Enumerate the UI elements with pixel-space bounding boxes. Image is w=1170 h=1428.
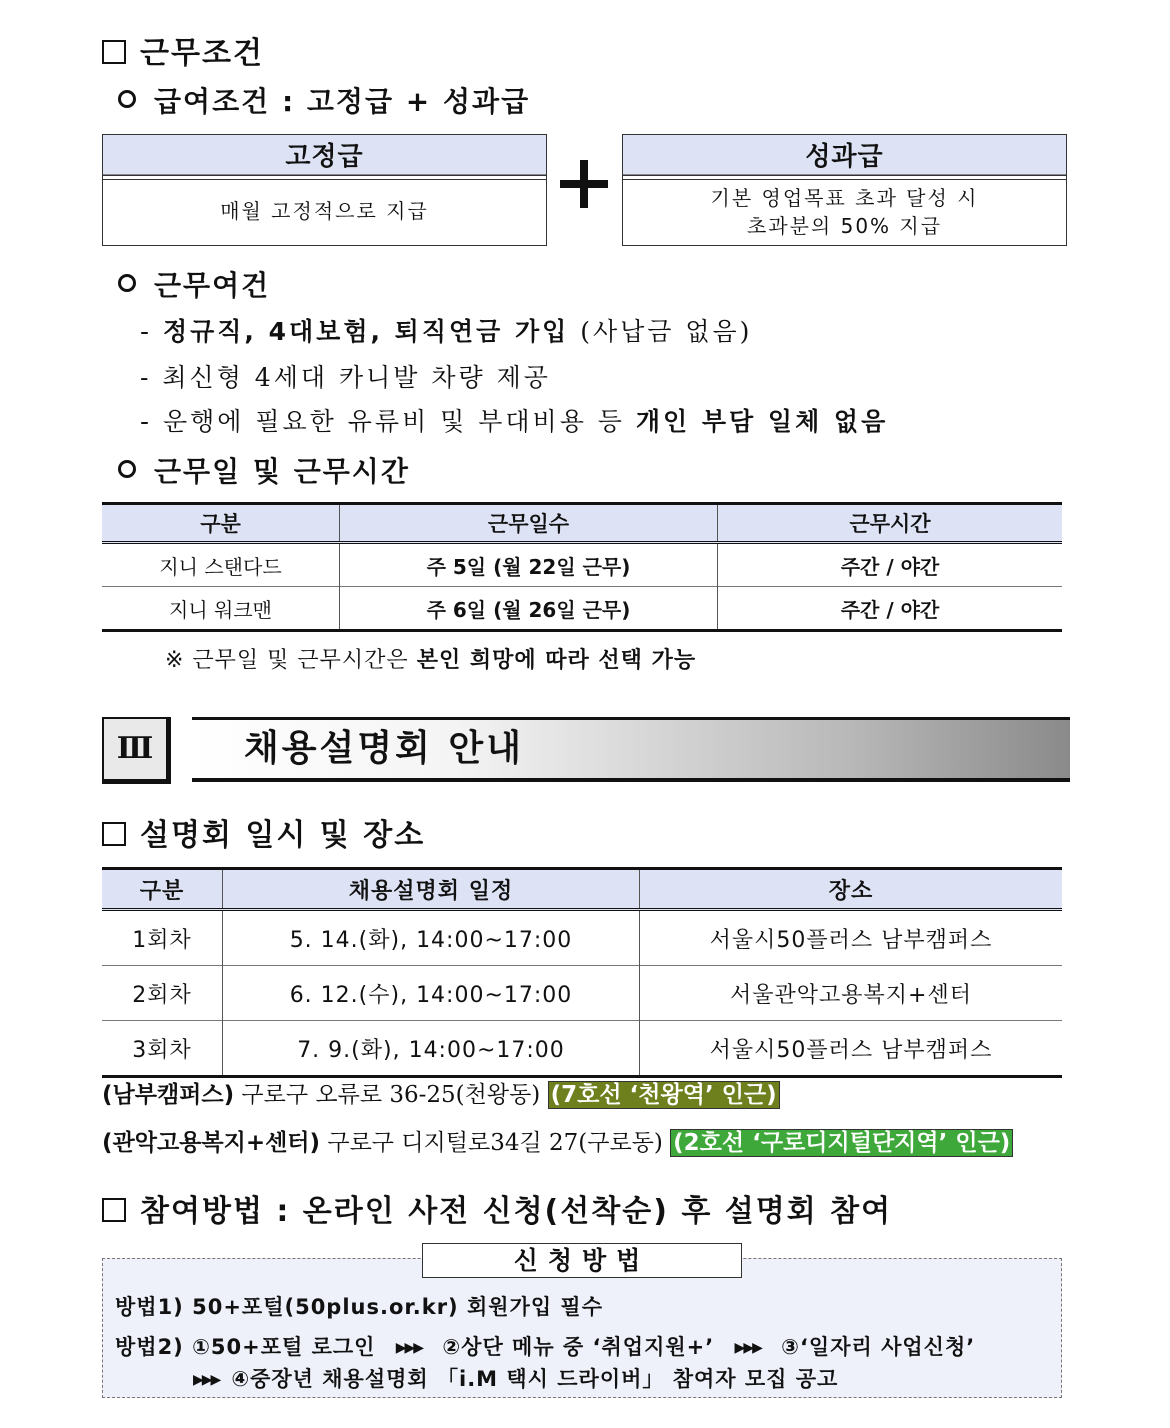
apply-method-box <box>102 1258 1062 1398</box>
table-cell: 주 6일 (월 26일 근무) <box>340 587 718 631</box>
square-bullet-icon <box>102 40 126 64</box>
table-cell: 1회차 <box>102 910 223 966</box>
table-cell: 2회차 <box>102 966 223 1021</box>
circle-bullet-icon <box>118 90 136 108</box>
env-item-1 <box>140 312 752 348</box>
table-header: 장소 <box>640 869 1063 910</box>
note-bold: 본인 희망에 따라 선택 가능 <box>416 648 697 673</box>
method2-line <box>115 1331 975 1361</box>
location-name: (관악고용복지+센터) <box>102 1130 321 1156</box>
incentive-desc-line: 초과분의 50% 지급 <box>746 214 943 238</box>
section-title-bar <box>192 717 1070 782</box>
dash-bullet: - <box>140 317 163 346</box>
table-header: 구분 <box>102 504 340 543</box>
table-row <box>102 966 1062 1021</box>
method2-step: ①50+포털 로그인 <box>192 1335 376 1359</box>
env-item-text: (사납금 없음) <box>569 317 753 346</box>
table-cell: 서울관악고용복지+센터 <box>640 966 1063 1021</box>
location-2 <box>102 1124 1013 1157</box>
method2-step: ③‘일자리 사업신청’ <box>781 1335 976 1359</box>
table-cell: 5. 14.(화), 14:00~17:00 <box>223 910 640 966</box>
heading-sessions <box>102 810 425 854</box>
env-item-text: 운행에 필요한 유류비 및 부대비용 등 <box>162 407 636 436</box>
method2-line-cont <box>193 1363 838 1393</box>
triple-arrow-icon: ▶▶▶ <box>395 1340 423 1356</box>
table-cell: 주간 / 야간 <box>718 587 1063 631</box>
table-row <box>102 910 1062 966</box>
env-item-2 <box>140 358 551 394</box>
table-cell: 지니 스탠다드 <box>102 543 340 587</box>
method2-label: 방법2) <box>115 1335 184 1359</box>
table-header: 근무시간 <box>718 504 1063 543</box>
work-schedule-table <box>102 502 1062 632</box>
square-bullet-icon <box>102 1198 126 1222</box>
env-item-bold: 개인 부담 일체 없음 <box>635 407 889 436</box>
table-header-row <box>102 504 1062 543</box>
plus-icon <box>560 160 608 208</box>
apply-method-title: 신청방법 <box>422 1243 742 1278</box>
heading-pay <box>118 80 530 120</box>
table-row <box>102 1021 1062 1077</box>
section-title: 채용설명회 안내 <box>244 728 524 769</box>
triple-arrow-icon: ▶▶▶ <box>734 1340 761 1356</box>
fixed-pay-title: 고정급 <box>103 135 546 180</box>
table-cell: 3회차 <box>102 1021 223 1077</box>
location-note-badge: (7호선 ‘천왕역’ 인근) <box>548 1081 780 1109</box>
table-header-row <box>102 869 1062 910</box>
incentive-pay-title: 성과급 <box>623 135 1066 180</box>
square-bullet-icon <box>102 822 126 846</box>
heading-text: 참여방법 : 온라인 사전 신청(선착순) 후 설명회 참여 <box>140 1194 893 1229</box>
incentive-pay-desc <box>623 180 1066 240</box>
table-row <box>102 587 1062 631</box>
fixed-pay-box <box>102 134 547 246</box>
env-item-bold: 정규직, 4대보험, 퇴직연금 가입 <box>162 317 570 346</box>
table-cell: 주 5일 (월 22일 근무) <box>340 543 718 587</box>
table-cell: 서울시50플러스 남부캠퍼스 <box>640 910 1063 966</box>
method2-step: ④중장년 채용설명회 「i.M 택시 드라이버」 참여자 모집 공고 <box>231 1367 839 1391</box>
circle-bullet-icon <box>118 274 136 292</box>
circle-bullet-icon <box>118 460 136 478</box>
table-cell: 서울시50플러스 남부캠퍼스 <box>640 1021 1063 1077</box>
fixed-pay-desc: 매월 고정적으로 지급 <box>220 199 429 223</box>
location-name: (남부캠퍼스) <box>102 1082 235 1108</box>
heading-text: 근무조건 <box>140 36 264 71</box>
heading-text: 설명회 일시 및 장소 <box>140 818 426 853</box>
table-cell: 7. 9.(화), 14:00~17:00 <box>223 1021 640 1077</box>
heading-participation <box>102 1186 892 1230</box>
method2-step: ②상단 메뉴 중 ‘취업지원+’ <box>442 1335 715 1359</box>
table-row <box>102 543 1062 587</box>
section-number: Ⅲ <box>102 717 171 784</box>
heading-work-env <box>118 264 270 304</box>
heading-text: 근무여건 <box>154 269 271 302</box>
table-cell: 6. 12.(수), 14:00~17:00 <box>223 966 640 1021</box>
method1-line: 방법1) 50+포털(50plus.or.kr) 회원가입 필수 <box>115 1295 603 1319</box>
env-item-text: 최신형 4세대 카니발 차량 제공 <box>162 363 551 392</box>
note-text: ※ 근무일 및 근무시간은 <box>165 648 417 673</box>
location-address: 구로구 오류로 36-25(천왕동) <box>234 1082 548 1108</box>
sessions-table <box>102 867 1062 1078</box>
heading-text: 근무일 및 근무시간 <box>154 455 410 488</box>
triple-arrow-icon: ▶▶▶ <box>193 1372 220 1388</box>
heading-work-conditions <box>102 28 264 72</box>
env-item-3 <box>140 402 888 438</box>
location-1 <box>102 1076 780 1109</box>
heading-schedule <box>118 450 410 490</box>
schedule-note <box>165 643 696 674</box>
incentive-desc-line: 기본 영업목표 초과 달성 시 <box>710 186 979 210</box>
dash-bullet: - <box>140 363 163 392</box>
location-note-badge: (2호선 ‘구로디지털단지역’ 인근) <box>670 1129 1013 1157</box>
table-cell: 지니 워크맨 <box>102 587 340 631</box>
dash-bullet: - <box>140 407 163 436</box>
table-header: 구분 <box>102 869 223 910</box>
heading-text: 급여조건 : 고정급 + 성과급 <box>154 85 531 118</box>
table-cell: 주간 / 야간 <box>718 543 1063 587</box>
table-header: 근무일수 <box>340 504 718 543</box>
table-header: 채용설명회 일정 <box>223 869 640 910</box>
incentive-pay-box <box>622 134 1067 246</box>
location-address: 구로구 디지털로34길 27(구로동) <box>320 1130 671 1156</box>
